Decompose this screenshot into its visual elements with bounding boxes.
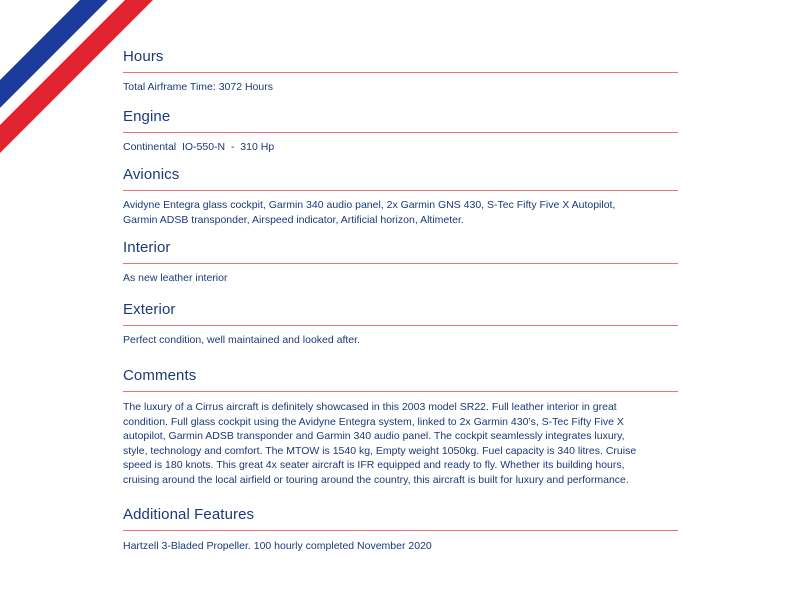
- section-heading-additional-features: Additional Features: [123, 506, 255, 523]
- section-divider: [123, 325, 678, 326]
- section-heading-comments: Comments: [123, 367, 197, 384]
- section-avionics: [123, 166, 678, 226]
- section-comments: [123, 367, 678, 486]
- section-heading-engine: Engine: [123, 108, 171, 125]
- section-text-engine: Continental IO-550-N - 310 Hp: [123, 141, 275, 153]
- section-hours: [123, 48, 678, 93]
- section-exterior: [123, 301, 678, 346]
- section-text-hours: Total Airframe Time: 3072 Hours: [123, 81, 273, 93]
- section-text-comments: The luxury of a Cirrus aircraft is definitely showcased in this 2003 model SR22. Full leather interior in great condition. Full glass cockpit using the Avidyne Entegra system, linked to 2x Garmin 430’s, S-Tec Fifty Five X autopilot, Garmin ADSB transponder and Garmin 340 audio panel. The cockpit seamlessly integrates luxury, style, technology and comfort. The MTOW is 1540 kg, Empty weight 1050kg. Fuel capacity is 340 litres. Cruise speed is 180 knots. This great 4x seater aircraft is IFR equipped and ready to fly. Whether its building hours, cruising around the local airfield or touring around the country, this aircraft is built for luxury and performance.: [123, 401, 637, 486]
- section-heading-interior: Interior: [123, 239, 171, 256]
- section-engine: [123, 108, 678, 153]
- section-text-exterior: Perfect condition, well maintained and looked after.: [123, 334, 360, 346]
- section-heading-avionics: Avionics: [123, 166, 180, 183]
- section-text-avionics: Avidyne Entegra glass cockpit, Garmin 340 audio panel, 2x Garmin GNS 430, S-Tec Fifty Five X Autopilot, Garmin ADSB transponder, Airspeed indicator, Artificial horizon, Altimeter.: [123, 199, 616, 226]
- section-divider: [123, 72, 678, 73]
- section-text-additional-features: Hartzell 3-Bladed Propeller. 100 hourly completed November 2020: [123, 540, 432, 552]
- section-text-interior: As new leather interior: [123, 272, 228, 284]
- section-heading-exterior: Exterior: [123, 301, 176, 318]
- section-heading-hours: Hours: [123, 48, 164, 65]
- section-divider: [123, 530, 678, 531]
- section-divider: [123, 132, 678, 133]
- section-divider: [123, 190, 678, 191]
- section-additional-features: [123, 506, 678, 552]
- section-divider: [123, 263, 678, 264]
- section-divider: [123, 391, 678, 392]
- section-interior: [123, 239, 678, 284]
